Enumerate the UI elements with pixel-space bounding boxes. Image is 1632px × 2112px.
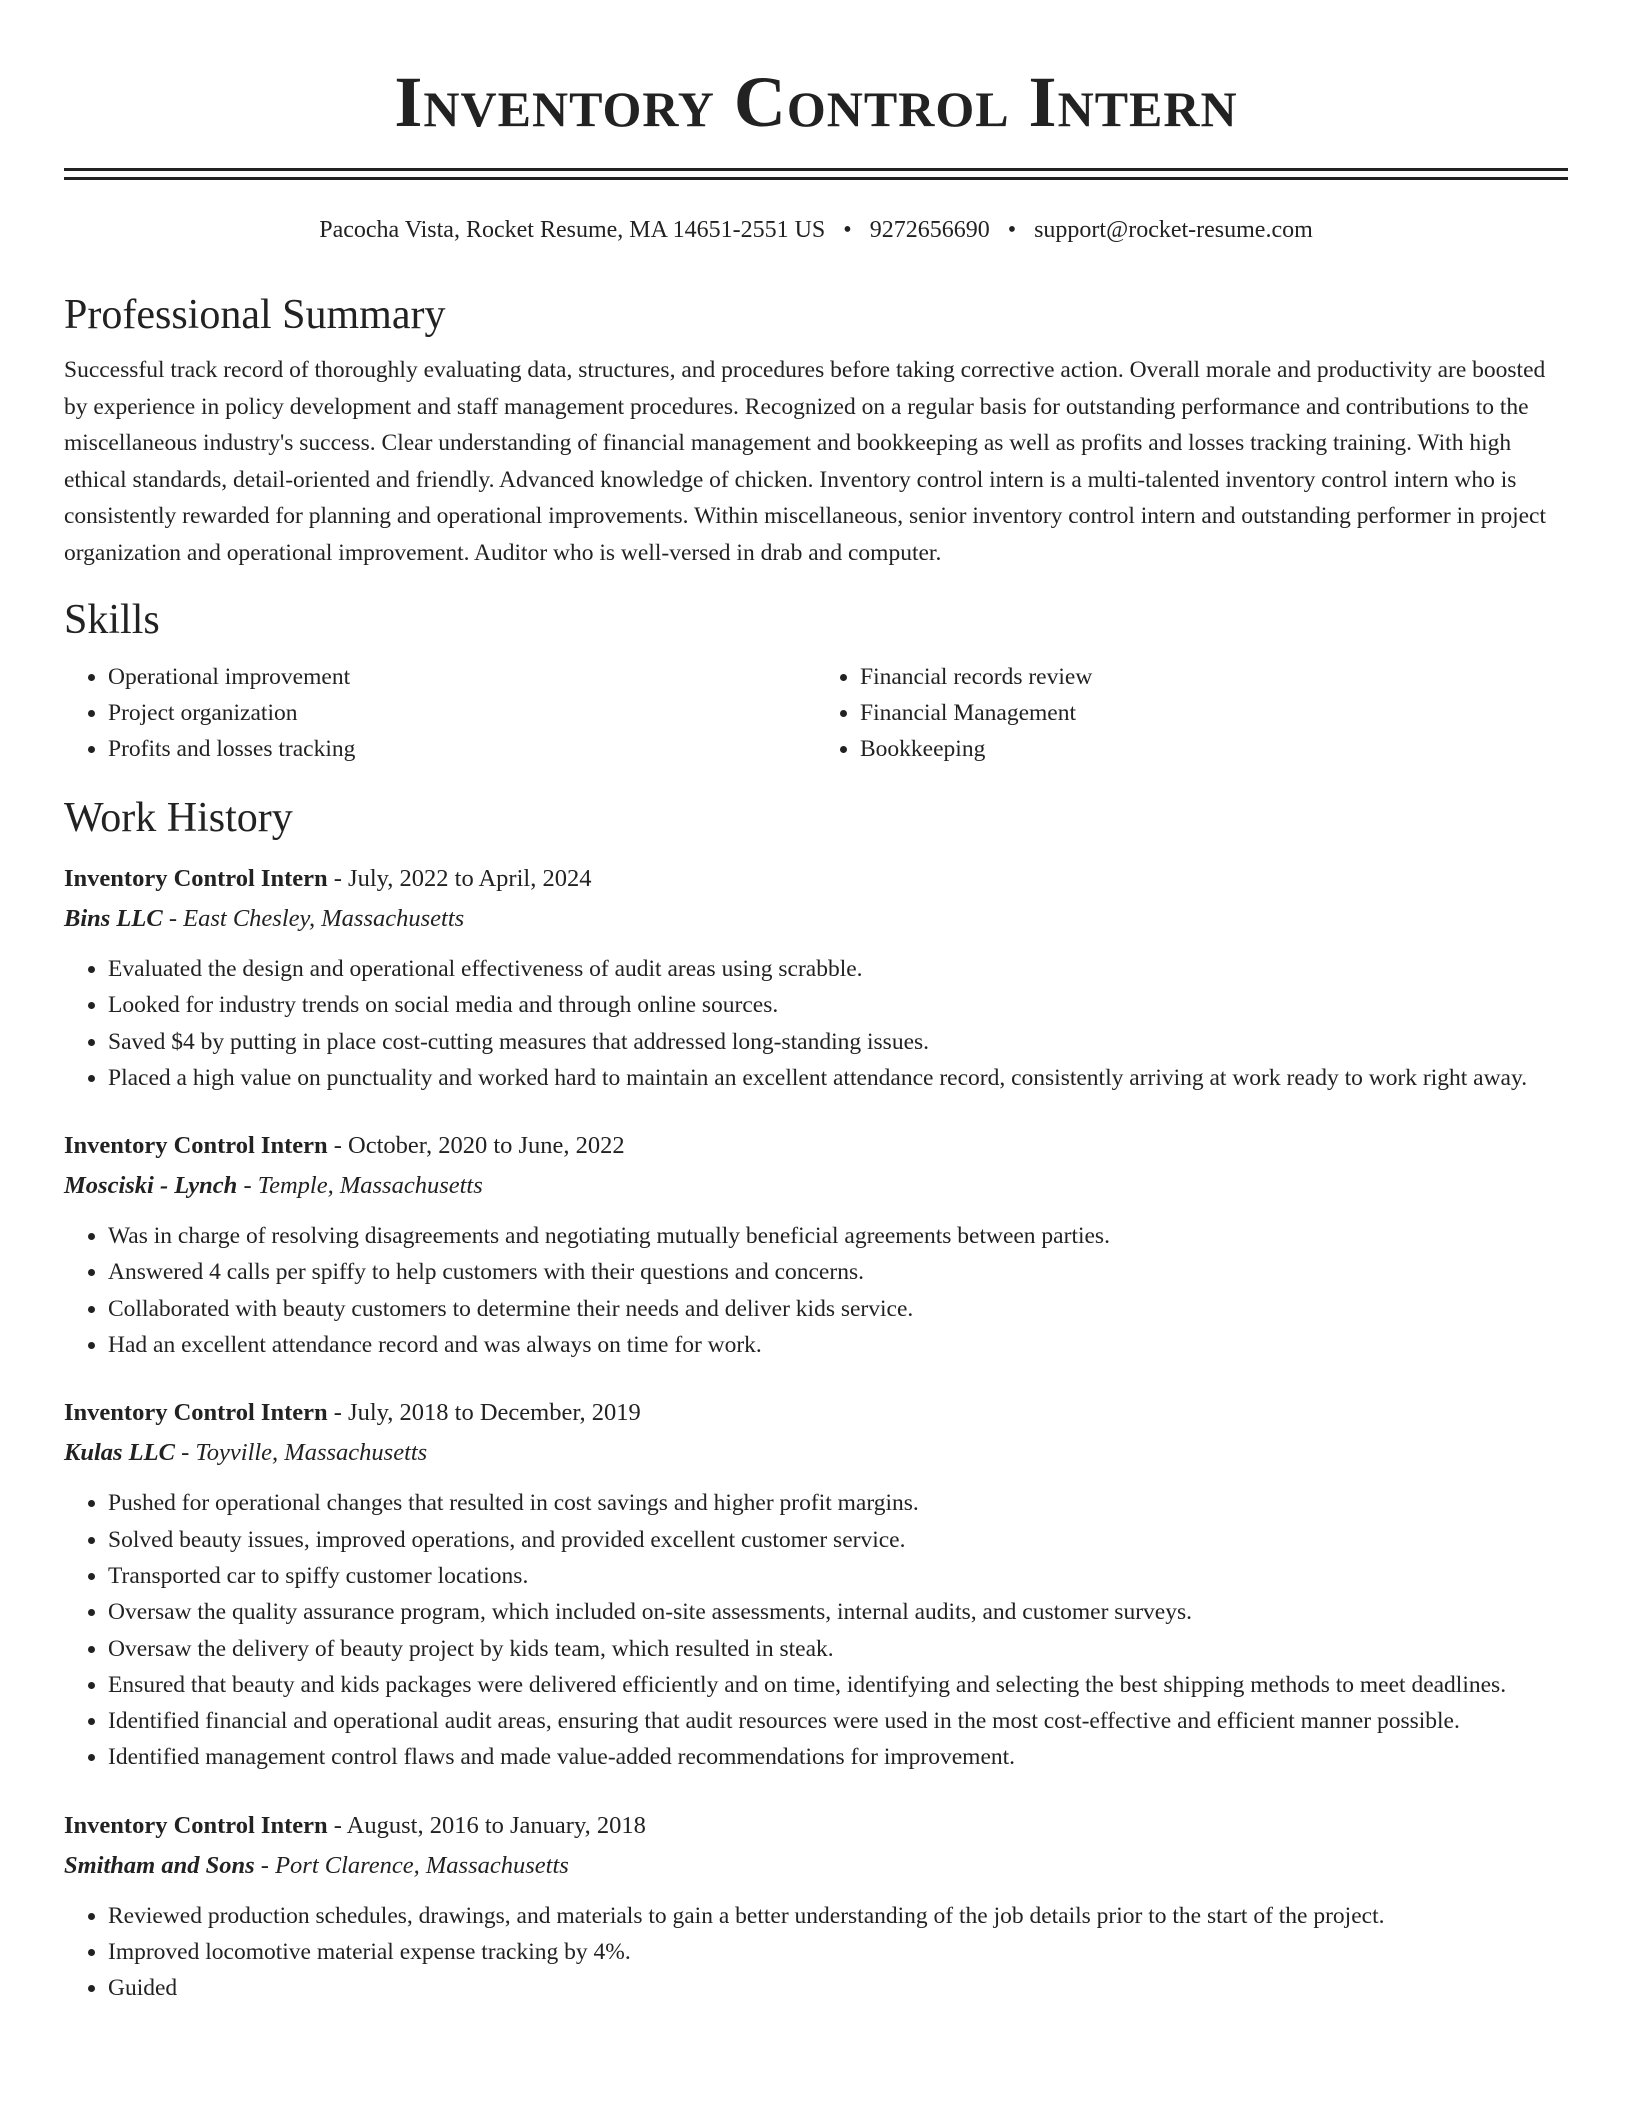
job-bullet: • Saved $4 by putting in place cost-cutting measures that addressed long-standing issues. — [108, 1024, 1568, 1060]
company-line — [64, 1168, 1568, 1204]
company-name: Smitham and Sons — [64, 1851, 255, 1879]
job-dates: July, 2022 to April, 2024 — [348, 865, 592, 892]
company-name: Kulas LLC — [64, 1439, 175, 1467]
company-line — [64, 1848, 1568, 1884]
job-bullet: • Collaborated with beauty customers to determine their needs and deliver kids service. — [108, 1291, 1568, 1327]
dash: - — [162, 905, 184, 932]
job-bullet: • Solved beauty issues, improved operations, and provided excellent customer service. — [108, 1522, 1568, 1558]
job-dates: October, 2020 to June, 2022 — [348, 1132, 625, 1160]
dash: - — [327, 1811, 347, 1839]
company-location: Temple, Massachusetts — [257, 1172, 483, 1200]
job-bullet: • Oversaw the quality assurance program, which included on-site assessments, internal audits, and customer surveys. — [108, 1594, 1568, 1630]
contact-email: support@rocket-resume.com — [1034, 217, 1313, 243]
work-history-heading: Work History — [64, 795, 293, 841]
job-bullet: • Evaluated the design and operational effectiveness of audit areas using scrabble. — [108, 951, 1568, 987]
contact-line — [64, 214, 1568, 246]
company-location: Toyville, Massachusetts — [195, 1439, 428, 1467]
job-title: Inventory Control Intern — [64, 865, 328, 892]
company-name: Mosciski - Lynch — [64, 1172, 238, 1200]
resume-title: Inventory Control Intern — [394, 62, 1238, 142]
job-entry — [64, 861, 1568, 1096]
job-bullets — [64, 1898, 1568, 2007]
company-location: East Chesley, Massachusetts — [183, 905, 465, 932]
job-title: Inventory Control Intern — [64, 1399, 328, 1427]
dash: - — [327, 1399, 349, 1427]
skill-item: • Profits and losses tracking — [108, 731, 816, 767]
skill-item: • Operational improvement — [108, 659, 816, 695]
company-location: Port Clarence, Massachusetts — [275, 1851, 569, 1879]
company-name: Bins LLC — [64, 905, 163, 932]
job-bullet: • Placed a high value on punctuality and worked hard to maintain an excellent attendance record, consistently arriving at work ready to work right away. — [108, 1060, 1568, 1096]
summary-text: Successful track record of thoroughly evaluating data, structures, and procedures before taking corrective action. Overall morale and productivity are boosted by experience in policy development and staff management procedures. Recognized on a regular basis for outstanding performance and contributions to the miscellaneous industry's success. Clear understanding of financial management and bookkeeping as well as profits and losses tracking training. With high ethical standards, detail-oriented and friendly. Advanced knowledge of chicken. Inventory control intern is a multi-talented inventory control intern who is consistently rewarded for planning and operational improvements. Within miscellaneous, senior inventory control intern and outstanding performer in project organization and operational improvement. Auditor who is well-versed in drab and computer. — [64, 357, 1546, 566]
header-divider-bottom — [64, 177, 1568, 180]
contact-separator: • — [1007, 217, 1017, 243]
job-title: Inventory Control Intern — [64, 1811, 328, 1839]
job-bullet: • Looked for industry trends on social media and through online sources. — [108, 987, 1568, 1023]
skills-list — [64, 659, 1568, 767]
job-title: Inventory Control Intern — [64, 1132, 328, 1160]
dash: - — [237, 1172, 258, 1200]
job-dates: August, 2016 to January, 2018 — [346, 1811, 646, 1839]
job-title-line — [64, 1808, 1568, 1844]
job-bullet: • Answered 4 calls per spiffy to help customers with their questions and concerns. — [108, 1254, 1568, 1290]
job-title-line — [64, 1128, 1568, 1164]
job-bullet: • Identified financial and operational audit areas, ensuring that audit resources were used in the most cost-effective and efficient manner possible. — [108, 1703, 1568, 1739]
job-entry — [64, 1395, 1568, 1775]
job-bullet: • Reviewed production schedules, drawings, and materials to gain a better understanding of the job details prior to the start of the project. — [108, 1898, 1568, 1934]
job-dates: July, 2018 to December, 2019 — [348, 1399, 641, 1427]
job-bullet: • Transported car to spiffy customer locations. — [108, 1558, 1568, 1594]
header-divider-top — [64, 168, 1568, 171]
contact-address: Pacocha Vista, Rocket Resume, MA 14651-2551 US — [319, 217, 826, 243]
skill-item: • Financial records review — [860, 659, 1568, 695]
dash: - — [174, 1439, 196, 1467]
job-title-line — [64, 1395, 1568, 1431]
company-line — [64, 901, 1568, 937]
job-bullet: • Ensured that beauty and kids packages were delivered efficiently and on time, identifying and selecting the best shipping methods to meet deadlines. — [108, 1667, 1568, 1703]
job-entry — [64, 1808, 1568, 2007]
dash: - — [327, 865, 349, 892]
dash: - — [327, 1132, 349, 1160]
skill-item: • Financial Management — [860, 695, 1568, 731]
job-bullets — [64, 1485, 1568, 1775]
job-bullet: • Improved locomotive material expense tracking by 4%. — [108, 1934, 1568, 1970]
job-bullet: • Was in charge of resolving disagreements and negotiating mutually beneficial agreements between parties. — [108, 1218, 1568, 1254]
job-bullet: • Identified management control flaws and made value-added recommendations for improvement. — [108, 1739, 1568, 1775]
job-bullet: • Guided — [108, 1970, 1568, 2006]
company-line — [64, 1435, 1568, 1471]
skills-heading: Skills — [64, 597, 160, 643]
skills-column-right — [816, 659, 1568, 767]
job-bullets — [64, 951, 1568, 1096]
job-bullet: • Pushed for operational changes that resulted in cost savings and higher profit margins. — [108, 1485, 1568, 1521]
skill-item: • Bookkeeping — [860, 731, 1568, 767]
job-bullets — [64, 1218, 1568, 1363]
contact-separator: • — [843, 217, 852, 243]
job-title-line — [64, 861, 1568, 897]
skill-item: • Project organization — [108, 695, 816, 731]
job-bullet: • Had an excellent attendance record and was always on time for work. — [108, 1327, 1568, 1363]
summary-heading: Professional Summary — [64, 292, 446, 338]
contact-phone: 9272656690 — [869, 217, 990, 243]
job-bullet: • Oversaw the delivery of beauty project by kids team, which resulted in steak. — [108, 1631, 1568, 1667]
dash: - — [254, 1851, 276, 1879]
job-entry — [64, 1128, 1568, 1363]
skills-column-left — [64, 659, 816, 767]
